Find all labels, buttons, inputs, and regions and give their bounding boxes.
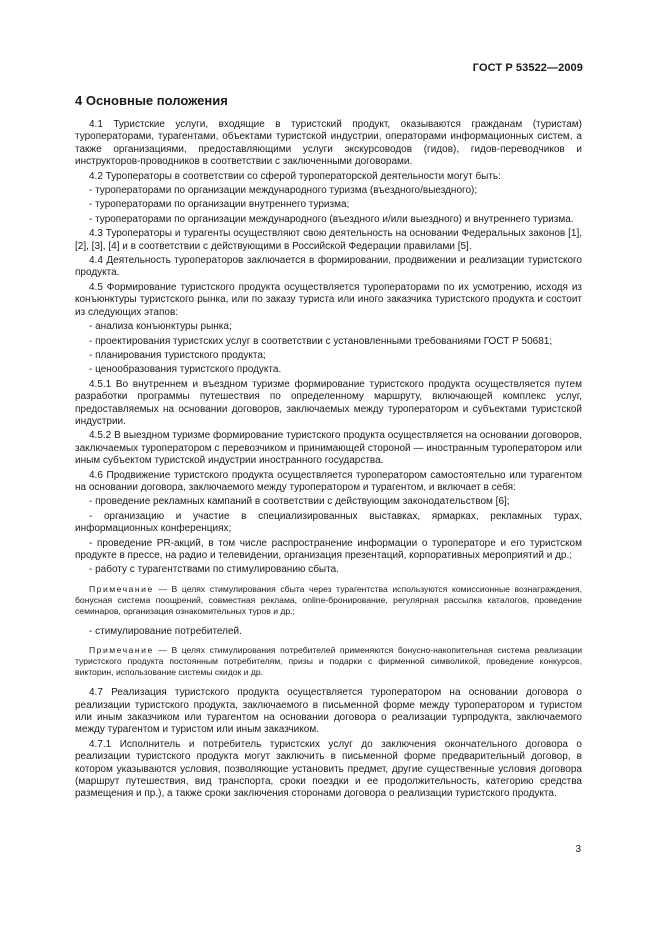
list-item: - туроператорами по организации внутреннего туризма; xyxy=(89,199,350,211)
list-item: - ценообразования туристского продукта. xyxy=(89,364,282,376)
note-label: Примечание xyxy=(89,645,154,656)
paragraph-4-1: 4.1 Туристские услуги, входящие в туристский продукт, оказываются гражданам (туристам) туроператорами, турагентами, объектами туристской индустрии, операторами информационных систем, а также организациями, предоставляющими услуги экскурсоводов (гидов), гидов-переводчиков и инструкторов-проводников в соответствии с заключенными договорами. xyxy=(75,119,582,168)
note-1 xyxy=(75,584,582,617)
list-item: - организацию и участие в специализированных выставках, ярмарках, рекламных турах, информационных конференциях; xyxy=(75,510,582,535)
list-item: - проведение PR-акций, в том числе распространение информации о туроператоре и его туристском продукте в прессе, на радио и телевидении, организация презентаций, корпоративных мероприятий и др.; xyxy=(75,537,582,561)
list-item: - туроператорами по организации международного туризма (въездного/выездного); xyxy=(89,185,478,197)
paragraph-4-5-2: 4.5.2 В выездном туризме формирование туристского продукта осуществляется на основании договоров, заключаемых туроператором с перевозчиком и принимающей стороной — иностранным туроператором или иным субъектом туристской индустрии иностранного государства. xyxy=(75,430,582,467)
paragraph-4-5: 4.5 Формирование туристского продукта осуществляется туроператорами по их усмотрению, исходя из конъюнктуры туристского рынка, или по заказу туриста или иного заказчика туристского продукта и состоит из следующих этапов: xyxy=(75,281,582,318)
paragraph-4-3: 4.3 Туроператоры и турагенты осуществляют свою деятельность на основании Федеральных законов [1], [2], [3], [4] и в соответствии с действующими в Российской Федерации правилами [5]. xyxy=(75,228,582,252)
paragraph-4-6: 4.6 Продвижение туристского продукта осуществляется туроператором самостоятельно или турагентом на основании договора, заключаемого между туроператором и турагентом, и включает в себя: xyxy=(75,469,582,493)
paragraph-4-4: 4.4 Деятельность туроператоров заключается в формировании, продвижении и реализации туристского продукта. xyxy=(75,255,582,279)
body-text xyxy=(75,119,582,803)
list-item: - туроператорами по организации международного (въездного и/или выездного) и внутреннего туризма. xyxy=(89,213,574,225)
standard-code: ГОСТ Р 53522—2009 xyxy=(472,62,583,74)
note-text: — В целях стимулирования потребителей применяются бонусно-накопительная система реализации туристского продукта постоянным потребителям, призы и подарки с фирменной символикой, проведение конкурсов, викторин, использование системы скидок и др. xyxy=(75,645,582,678)
section-title: 4 Основные положения xyxy=(75,93,228,108)
list-item: - стимулирование потребителей. xyxy=(89,625,242,637)
note-label: Примечание xyxy=(89,583,154,594)
note-2 xyxy=(75,645,582,678)
note-text: — В целях стимулирования сбыта через турагентства используются комиссионные вознаграждения, бонусная система поощрений, совместная реклама, online-бронирование, регулярная рассылка каталогов, проведение семинаров, организация ознакомительных туров и др.; xyxy=(75,583,582,616)
list-item: - проектирования туристских услуг в соответствии с установленными требованиями ГОСТ Р 50681; xyxy=(89,335,553,347)
paragraph-4-7-1: 4.7.1 Исполнитель и потребитель туристских услуг до заключения окончательного договора о реализации туристского продукта могут заключить в письменной форме предварительный договор, в котором указываются условия, позволяющие установить предмет, другие существенные условия договора (маршрут путешествия, вид транспорта, сроки поездки и ее продолжительность, категорию средства размещения и пр.), а также сроки заключения сторонами договора о реализации туристского продукта. xyxy=(75,738,582,800)
page-number: 3 xyxy=(575,844,581,855)
list-item: - работу с турагентствами по стимулированию сбыта. xyxy=(89,564,339,576)
paragraph-4-2: 4.2 Туроператоры в соответствии со сферой туроператорской деятельности могут быть: xyxy=(89,170,501,182)
paragraph-4-5-1: 4.5.1 Во внутреннем и въездном туризме формирование туристского продукта осуществляется путем разработки программы путешествия по определенному маршруту, включающей комплекс услуг, предоставляемых на основании договоров, заключаемых между туроператором и субъектами туристской индустрии. xyxy=(75,378,582,427)
list-item: - анализа конъюнктуры рынка; xyxy=(89,321,232,333)
paragraph-4-7: 4.7 Реализация туристского продукта осуществляется туроператором на основании договора о реализации туристского продукта, заключаемого в письменной форме между туроператором и туристом или иным заказчиком или турагентом на основании договора о реализации турпродукта, заключаемого между турагентом и туристом или иным заказчиком. xyxy=(75,687,582,736)
list-item: - проведение рекламных кампаний в соответствии с действующим законодательством [6]; xyxy=(89,496,510,508)
list-item: - планирования туристского продукта; xyxy=(89,349,266,361)
